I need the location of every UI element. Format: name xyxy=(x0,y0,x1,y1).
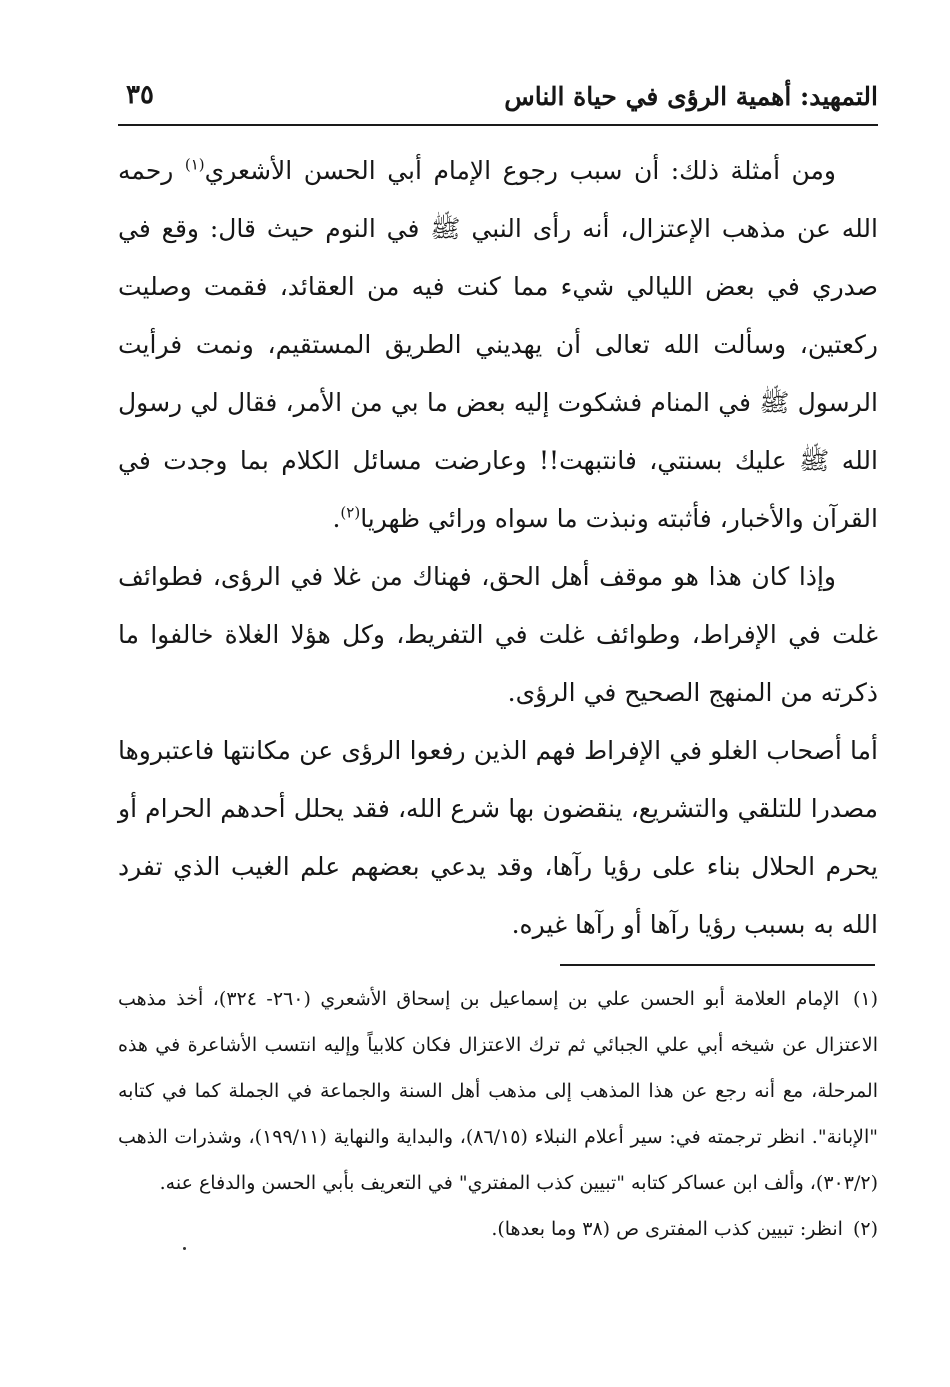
footnote-2-text: انظر: تبيين كذب المفترى ص (٣٨ وما بعدها). xyxy=(491,1218,843,1240)
footnote-1 xyxy=(118,976,878,1206)
header-divider xyxy=(118,124,878,126)
chapter-title: التمهيد: أهمية الرؤى في حياة الناس xyxy=(504,82,878,111)
page-number: ٣٥ xyxy=(126,80,154,110)
footnote-2-number: (٢) xyxy=(852,1218,878,1240)
paragraph-3: أما أصحاب الغلو في الإفراط فهم الذين رفعوا الرؤى عن مكانتها فاعتبروها مصدرا للتلقي والتشريع، ينقضون بها شرع الله، فقد يحلل أحدهم الحرام أو يحرم الحلال بناء على رؤيا رآها، وقد يدعي بعضهم علم الغيب الذي تفرد الله به بسبب رؤيا رآها أو رآها غيره. xyxy=(118,736,878,939)
footnote-divider xyxy=(560,964,875,966)
scan-speck xyxy=(183,1247,186,1250)
footnote-2 xyxy=(118,1206,878,1252)
main-text xyxy=(118,142,878,954)
paragraph-1-text-b: رحمه الله عن مذهب الإعتزال، أنه رأى النبي ﷺ في النوم حيث قال: وقع في صدري في بعض الليالي شيء مما كنت فيه من العقائد، فقمت وصليت ركعتين، وسألت الله تعالى أن يهديني الطريق المستقيم، ونمت فرأيت الرسول ﷺ في المنام فشكوت إليه بعض ما بي من الأمر، فقال لي رسول الله ﷺ عليك بسنتي، فانتبهت!! وعارضت مسائل الكلام بما وجدت في القرآن والأخبار، فأثبته ونبذت ما سواه ورائي ظهريا xyxy=(118,156,878,533)
footnote-ref-2: (٢) xyxy=(340,503,361,522)
running-header xyxy=(118,78,878,122)
footnotes xyxy=(118,976,878,1252)
paragraph-1-end: . xyxy=(332,504,341,533)
paragraph-1 xyxy=(118,142,878,548)
footnote-1-number: (١) xyxy=(852,988,878,1010)
footnote-ref-1: (١) xyxy=(184,155,205,174)
footnote-1-text: الإمام العلامة أبو الحسن علي بن إسماعيل بن إسحاق الأشعري (٢٦٠- ٣٢٤)، أخذ مذهب الاعتزال عن شيخه أبي علي الجبائي ثم ترك الاعتزال فكان كلابياً وإليه انتسب الأشاعرة في هذه المرحلة، مع أنه رجع عن هذا المذهب إلى مذهب أهل السنة والجماعة في الجملة كما في كتابه "الإبانة". انظر ترجمته في: سير أعلام النبلاء (٨٦/١٥)، والبداية والنهاية (١٩٩/١١)، وشذرات الذهب (٣٠٣/٢)، وألف ابن عساكر كتابه "تبيين كذب المفتري" في التعريف بأبي الحسن والدفاع عنه. xyxy=(118,988,878,1194)
paragraph-1-text-a: ومن أمثلة ذلك: أن سبب رجوع الإمام أبي الحسن الأشعري xyxy=(204,156,836,185)
paragraph-2: وإذا كان هذا هو موقف أهل الحق، فهناك من غلا في الرؤى، فطوائف غلت في الإفراط، وطوائف غلت في التفريط، وكل هؤلا الغلاة خالفوا ما ذكرته من المنهج الصحيح في الرؤى. xyxy=(118,562,878,707)
